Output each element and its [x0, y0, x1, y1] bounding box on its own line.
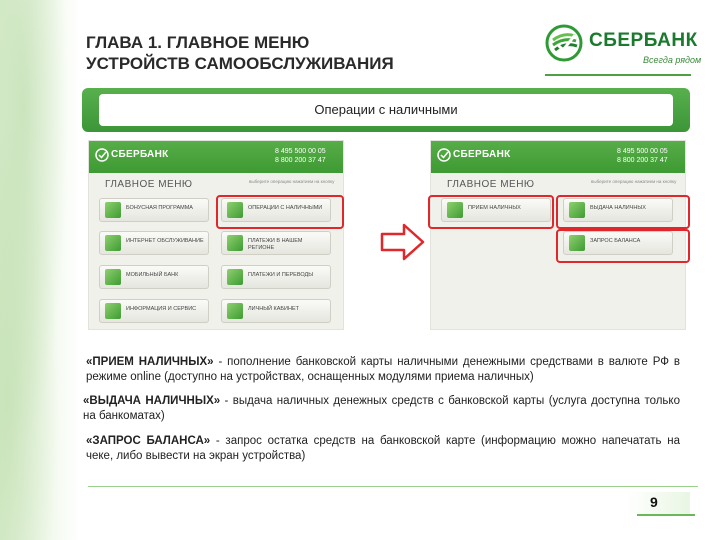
atm-hint: выберите операцию нажатием на кнопку — [249, 179, 335, 184]
highlight-cash-operations — [216, 195, 344, 229]
atm-button-info[interactable] — [99, 299, 209, 323]
atm-button-bonus[interactable] — [99, 198, 209, 222]
atm-phone-2: 8 800 200 37 47 — [617, 157, 668, 164]
atm-button-label: ПЛАТЕЖИ В НАШЕМ РЕГИОНЕ — [248, 238, 303, 251]
section-title: Операции с наличными — [99, 94, 673, 126]
atm-button-label: МОБИЛЬНЫЙ БАНК — [126, 272, 179, 278]
atm-screen-main-menu — [88, 140, 344, 330]
button-icon — [105, 202, 121, 218]
atm-button-label: ЛИЧНЫЙ КАБИНЕТ — [248, 306, 299, 312]
slide-title — [86, 32, 506, 74]
description-term: «ЗАПРОС БАЛАНСА» — [86, 435, 211, 447]
logo-name: СБЕРБАНК — [589, 30, 698, 51]
title-line-2: УСТРОЙСТВ САМООБСЛУЖИВАНИЯ — [86, 54, 394, 73]
atm-menu-title: ГЛАВНОЕ МЕНЮ — [105, 179, 193, 190]
highlight-balance-request — [556, 229, 690, 263]
button-icon — [227, 269, 243, 285]
description-balance-request — [86, 434, 680, 463]
atm-button-label: ИНТЕРНЕТ ОБСЛУЖИВАНИЕ — [126, 238, 204, 244]
logo-slogan: Всегда рядом — [643, 55, 702, 65]
atm-phone-2: 8 800 200 37 47 — [275, 157, 326, 164]
atm-phone-1: 8 495 500 00 05 — [617, 148, 668, 155]
atm-button-label: БОНУСНАЯ ПРОГРАММА — [126, 205, 193, 211]
description-term: «ПРИЕМ НАЛИЧНЫХ» — [86, 356, 214, 368]
sberbank-logo-icon — [545, 24, 583, 62]
button-icon — [105, 269, 121, 285]
description-text: - выдача наличных денежных средств с банковской карты (услуга доступна только на банкоматах) — [83, 395, 680, 422]
sberbank-logo-icon — [95, 148, 109, 162]
atm-phones — [275, 147, 335, 165]
atm-header — [431, 141, 685, 173]
atm-button-label: ЗАПРОС БАЛАНСА — [590, 238, 641, 244]
atm-button-internet[interactable] — [99, 231, 209, 255]
atm-button-label: ВЫДАЧА НАЛИЧНЫХ — [590, 205, 646, 211]
atm-button-label: ПЛАТЕЖИ И ПЕРЕВОДЫ — [248, 272, 314, 278]
atm-phones — [617, 147, 677, 165]
button-icon — [105, 235, 121, 251]
title-line-1: ГЛАВА 1. ГЛАВНОЕ МЕНЮ — [86, 33, 310, 52]
page-number: 9 — [650, 494, 658, 510]
atm-hint: выберите операцию нажатием на кнопку — [591, 179, 677, 184]
button-icon — [227, 303, 243, 319]
atm-button-mobile[interactable] — [99, 265, 209, 289]
atm-brand: СБЕРБАНК — [111, 149, 169, 160]
section-header — [82, 88, 690, 132]
button-icon — [227, 235, 243, 251]
description-text: - запрос остатка средств на банковской карте (информацию можно напечатать на чеке, либо вывести на экран устройства) — [86, 435, 680, 462]
description-term: «ВЫДАЧА НАЛИЧНЫХ» — [83, 395, 221, 407]
description-cash-withdrawal — [83, 394, 680, 423]
atm-brand: СБЕРБАНК — [453, 149, 511, 160]
description-text: - пополнение банковской карты наличными денежными средствами в валюте РФ в режиме online (доступно на устройствах, оснащенных модулями приема наличных) — [86, 356, 680, 383]
page-number-box — [626, 492, 690, 514]
atm-header — [89, 141, 343, 173]
page-number-underline — [637, 514, 695, 516]
atm-button-label: ИНФОРМАЦИЯ И СЕРВИС — [126, 306, 197, 312]
atm-button-payments-transfers[interactable] — [221, 265, 331, 289]
button-icon — [105, 303, 121, 319]
logo-underline — [545, 74, 691, 76]
atm-button-label: ПРИЕМ НАЛИЧНЫХ — [468, 205, 521, 211]
sberbank-logo-icon — [437, 148, 451, 162]
atm-phone-1: 8 495 500 00 05 — [275, 148, 326, 155]
highlight-cash-deposit — [428, 195, 554, 229]
highlight-cash-withdrawal — [556, 195, 690, 229]
sberbank-logo — [545, 22, 705, 72]
atm-menu-title: ГЛАВНОЕ МЕНЮ — [447, 179, 535, 190]
atm-button-label: ОПЕРАЦИИ С НАЛИЧНЫМИ — [248, 205, 323, 211]
atm-button-regional-payments[interactable] — [221, 231, 331, 255]
description-cash-deposit — [86, 355, 680, 384]
footer-divider — [88, 486, 698, 487]
arrow-right-icon — [380, 222, 426, 262]
atm-button-personal-cabinet[interactable] — [221, 299, 331, 323]
side-decoration — [0, 0, 80, 540]
